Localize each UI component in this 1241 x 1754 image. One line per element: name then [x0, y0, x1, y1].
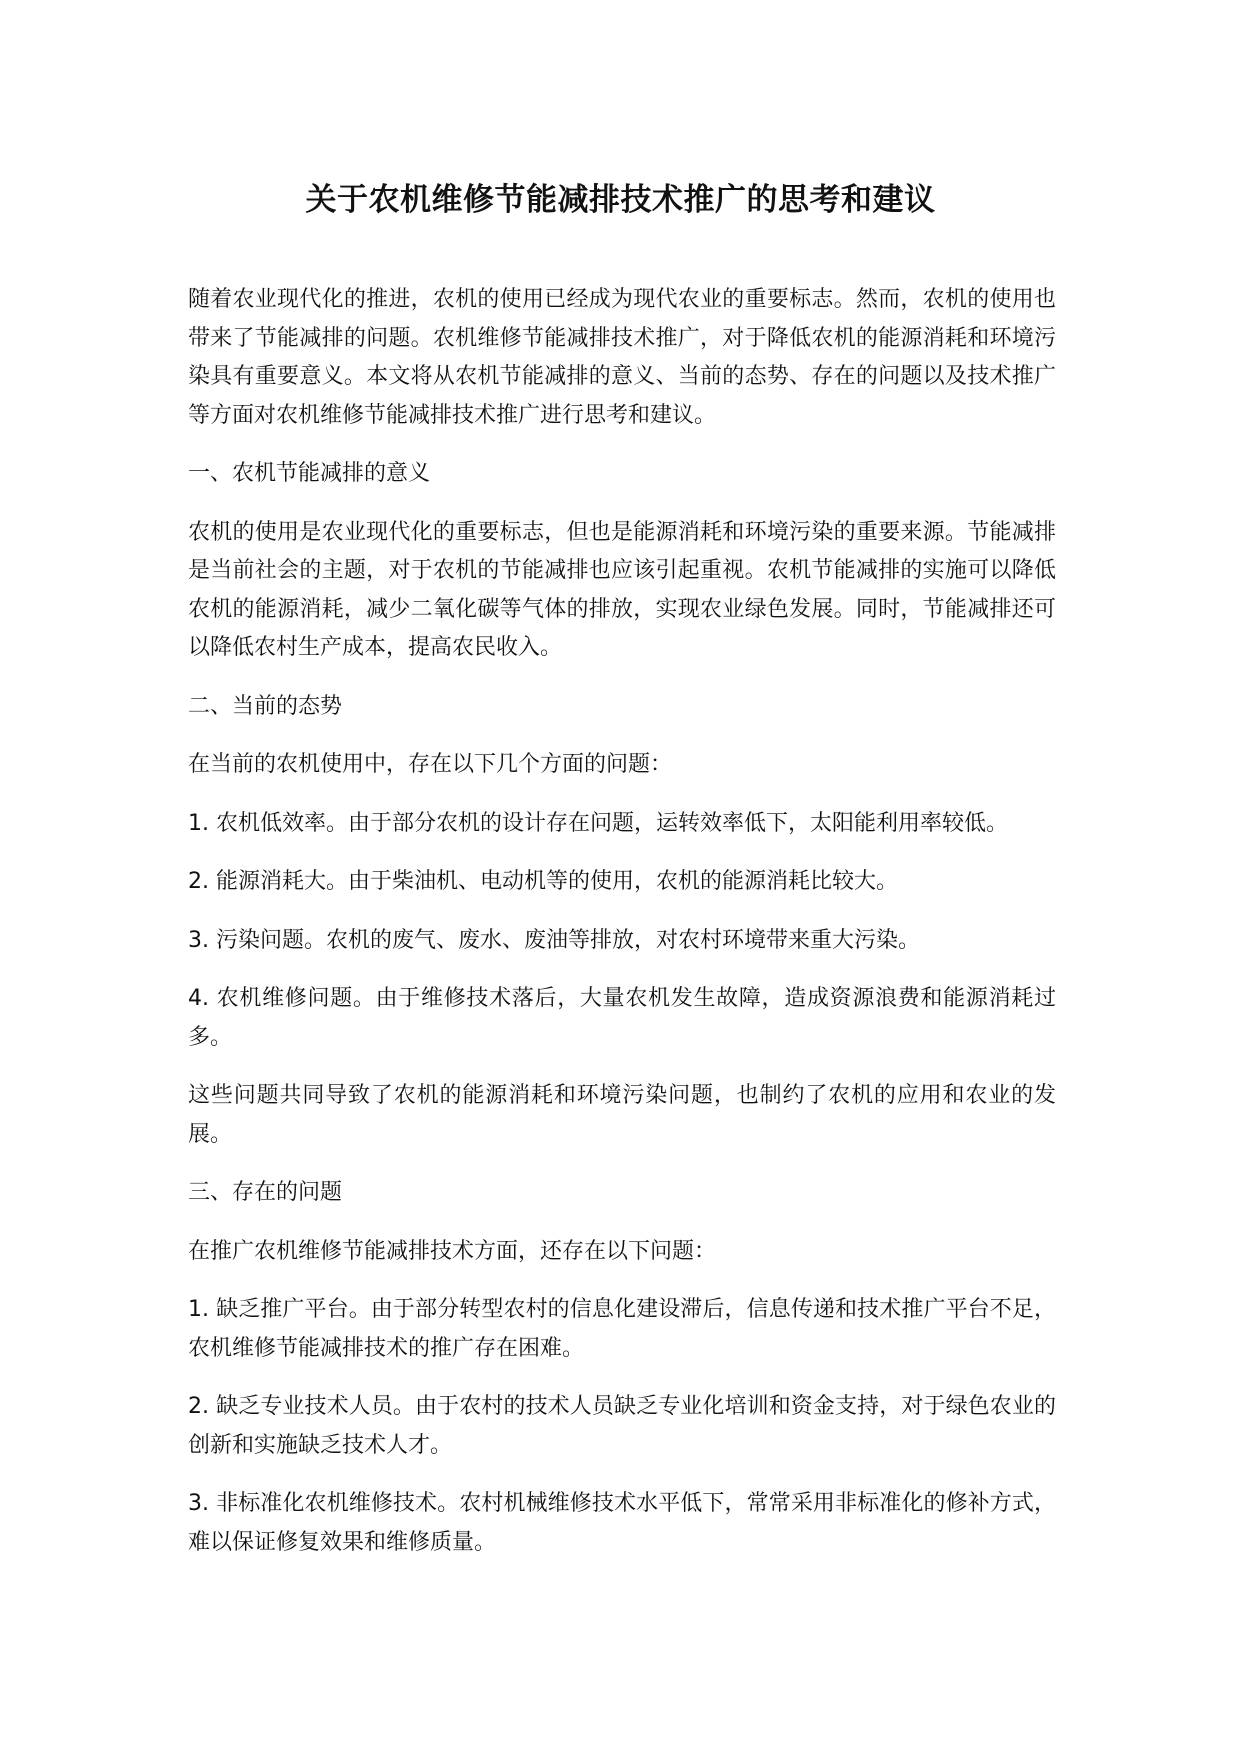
- list-item-problem-3: 3. 非标准化农机维修技术。农村机械维修技术水平低下，常常采用非标准化的修补方式，难以保证修复效果和维修质量。: [188, 1491, 1056, 1555]
- list-item-situation-2: 2. 能源消耗大。由于柴油机、电动机等的使用，农机的能源消耗比较大。: [188, 869, 898, 894]
- section-heading-3: 三、存在的问题: [188, 1180, 343, 1205]
- document-title: 关于农机维修节能减排技术推广的思考和建议: [305, 182, 936, 218]
- paragraph-problems-intro: 在推广农机维修节能减排技术方面，还存在以下问题：: [188, 1238, 717, 1264]
- list-item-situation-4: 4. 农机维修问题。由于维修技术落后，大量农机发生故障，造成资源浪费和能源消耗过多。: [188, 986, 1056, 1050]
- list-item-situation-3: 3. 污染问题。农机的废气、废水、废油等排放，对农村环境带来重大污染。: [188, 927, 920, 953]
- list-item-problem-2: 2. 缺乏专业技术人员。由于农村的技术人员缺乏专业化培训和资金支持，对于绿色农业的创新和实施缺乏技术人才。: [188, 1394, 1056, 1458]
- section-heading-2: 二、当前的态势: [188, 693, 343, 719]
- paragraph-significance: 农机的使用是农业现代化的重要标志，但也是能源消耗和环境污染的重要来源。节能减排是当前社会的主题，对于农机的节能减排也应该引起重视。农机节能减排的实施可以降低农机的能源消耗，减少二氧化碳等气体的排放，实现农业绿色发展。同时，节能减排还可以降低农村生产成本，提高农民收入。: [188, 519, 1056, 660]
- list-item-problem-1: 1. 缺乏推广平台。由于部分转型农村的信息化建设滞后，信息传递和技术推广平台不足，农机维修节能减排技术的推广存在困难。: [188, 1297, 1056, 1361]
- document-body: [188, 281, 1056, 1582]
- section-heading-1: 一、农机节能减排的意义: [188, 461, 431, 486]
- list-item-situation-1: 1. 农机低效率。由于部分农机的设计存在问题，运转效率低下，太阳能利用率较低。: [188, 810, 1008, 836]
- paragraph-situation-intro: 在当前的农机使用中，存在以下几个方面的问题：: [188, 752, 673, 777]
- paragraph-situation-summary: 这些问题共同导致了农机的能源消耗和环境污染问题，也制约了农机的应用和农业的发展。: [188, 1083, 1056, 1147]
- paragraph-intro: 随着农业现代化的推进，农机的使用已经成为现代农业的重要标志。然而，农机的使用也带来了节能减排的问题。农机维修节能减排技术推广，对于降低农机的能源消耗和环境污染具有重要意义。本文将从农机节能减排的意义、当前的态势、存在的问题以及技术推广等方面对农机维修节能减排技术推广进行思考和建议。: [188, 287, 1056, 428]
